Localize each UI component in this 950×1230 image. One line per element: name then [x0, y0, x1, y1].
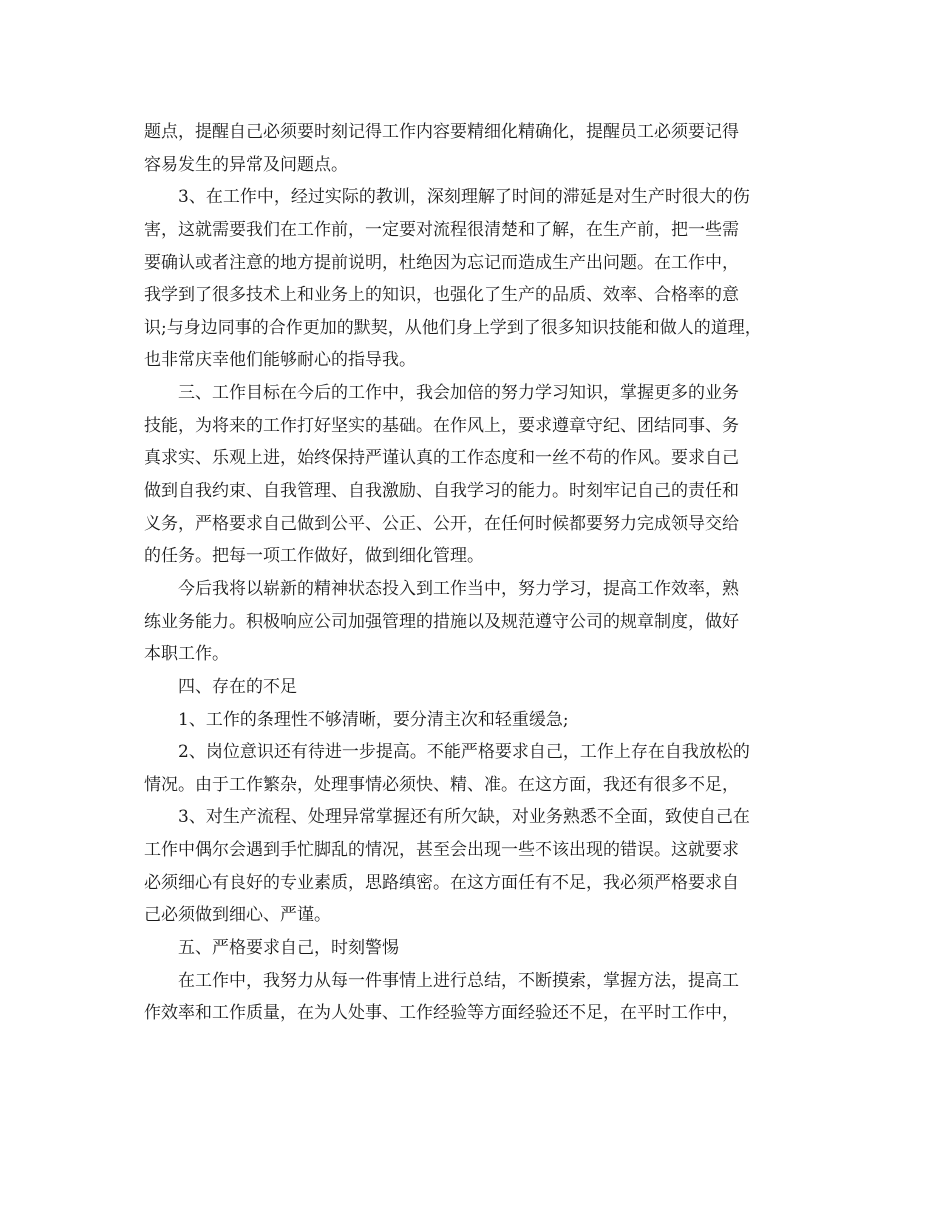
text-line: 识;与身边同事的合作更加的默契，从他们身上学到了很多知识技能和做人的道理，: [144, 317, 762, 338]
text-line: 1、工作的条理性不够清晰，要分清主次和轻重缓急;: [178, 709, 569, 730]
text-line: 我学到了很多技术上和业务上的知识，也强化了生产的品质、效率、合格率的意: [144, 285, 739, 306]
text-line: 必须细心有良好的专业素质，思路缜密。在这方面任有不足，我必须严格要求自: [144, 872, 739, 893]
text-line: 本职工作。: [144, 644, 229, 665]
text-line: 也非常庆幸他们能够耐心的指导我。: [144, 350, 416, 371]
text-line: 作效率和工作质量，在为人处事、工作经验等方面经验还不足，在平时工作中，: [144, 1003, 739, 1024]
text-line: 四、存在的不足: [178, 676, 297, 697]
text-line: 三、工作目标在今后的工作中，我会加倍的努力学习知识，掌握更多的业务: [178, 383, 739, 404]
text-line: 练业务能力。积极响应公司加强管理的措施以及规范遵守公司的规章制度，做好: [144, 611, 739, 632]
text-line: 己必须做到细心、严谨。: [144, 905, 331, 926]
text-line: 工作中偶尔会遇到手忙脚乱的情况，甚至会出现一些不该出现的错误。这就要求: [144, 840, 739, 861]
text-line: 真求实、乐观上进，始终保持严谨认真的工作态度和一丝不苟的作风。要求自己: [144, 448, 739, 469]
text-line: 的任务。把每一项工作做好，做到细化管理。: [144, 546, 484, 567]
text-line: 题点，提醒自己必须要时刻记得工作内容要精细化精确化，提醒员工必须要记得: [144, 122, 739, 142]
text-line: 2、岗位意识还有待进一步提高。不能严格要求自己，工作上存在自我放松的: [178, 742, 750, 763]
text-line: 做到自我约束、自我管理、自我激励、自我学习的能力。时刻牢记自己的责任和: [144, 481, 739, 502]
text-line: 情况。由于工作繁杂，处理事情必须快、精、准。在这方面，我还有很多不足，: [144, 774, 739, 795]
text-line: 容易发生的异常及问题点。: [144, 154, 348, 175]
text-line: 害，这就需要我们在工作前，一定要对流程很清楚和了解，在生产前，把一些需: [144, 219, 739, 240]
text-line: 技能，为将来的工作打好坚实的基础。在作风上，要求遵章守纪、团结同事、务: [144, 415, 739, 436]
text-line: 五、严格要求自己，时刻警惕: [178, 938, 399, 959]
text-line: 今后我将以崭新的精神状态投入到工作当中，努力学习，提高工作效率，熟: [178, 578, 739, 599]
text-line: 3、在工作中，经过实际的教训，深刻理解了时间的滞延是对生产时很大的伤: [178, 187, 750, 208]
text-line: 3、对生产流程、处理异常掌握还有所欠缺，对业务熟悉不全面，致使自己在: [178, 807, 750, 828]
text-line: 义务，严格要求自己做到公平、公正、公开，在任何时候都要努力完成领导交给: [144, 513, 739, 534]
text-line: 在工作中，我努力从每一件事情上进行总结，不断摸索，掌握方法，提高工: [178, 970, 739, 991]
document-body: [144, 116, 824, 1030]
text-line: 要确认或者注意的地方提前说明，杜绝因为忘记而造成生产出问题。在工作中，: [144, 252, 739, 273]
